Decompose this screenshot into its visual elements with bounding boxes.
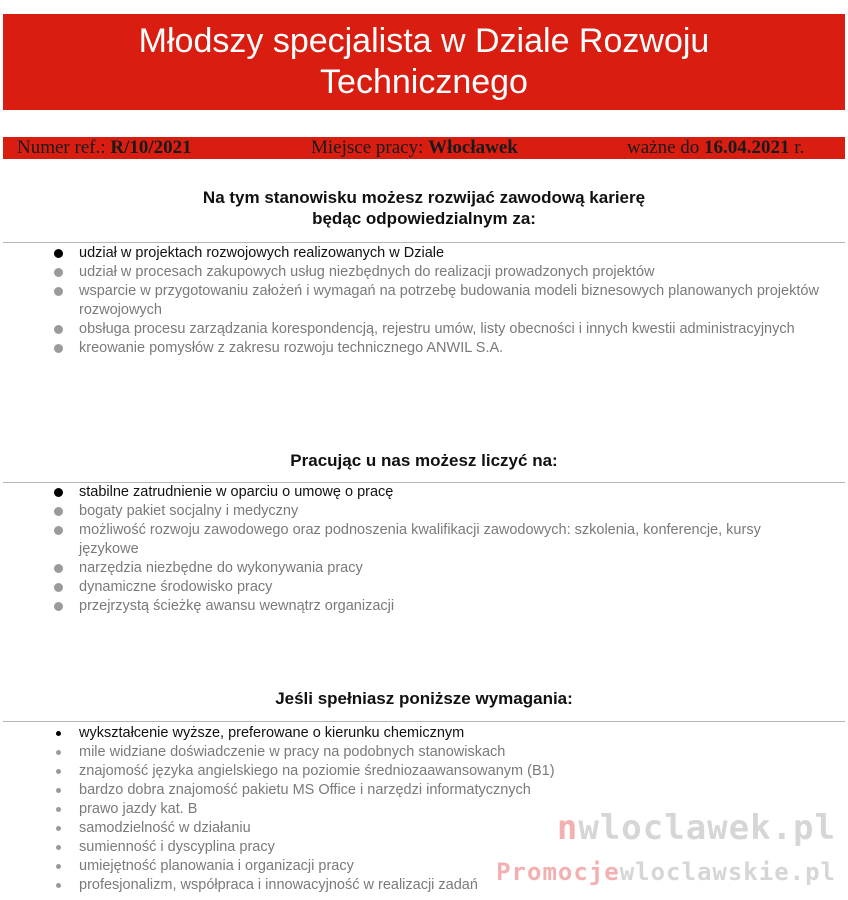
list-item: stabilne zatrudnienie w oparciu o umowę o pracę [0, 483, 819, 502]
valid-until: ważne do 16.04.2021 r. [627, 137, 805, 158]
benefits-heading: Pracując u nas możesz liczyć na: [290, 451, 558, 470]
job-title-banner [3, 14, 845, 110]
responsibilities-heading: Na tym stanowisku możesz rozwijać zawodową karierę będąc odpowiedzialnym za: [202, 188, 646, 228]
divider [3, 721, 845, 722]
reference-number: Numer ref.: R/10/2021 [17, 137, 192, 158]
list-item: obsługa procesu zarządzania korespondencją, rejestru umów, listy obecności i innych kwestii administracyjnych [0, 320, 819, 339]
watermark-wloclawek: nwloclawek.pl [556, 808, 836, 848]
reference-bar [3, 137, 845, 159]
list-item: kreowanie pomysłów z zakresu rozwoju technicznego ANWIL S.A. [0, 339, 819, 358]
list-item: bogaty pakiet socjalny i medyczny [0, 502, 819, 521]
watermark-promocje: Promocjewloclawskie.pl [496, 858, 836, 886]
list-item: bardzo dobra znajomość pakietu MS Office i narzędzi informatycznych [0, 781, 819, 800]
divider [3, 242, 845, 243]
list-item: profesjonalizm, współpraca i innowacyjność w realizacji zadań [0, 876, 819, 895]
list-item: prawo jazdy kat. B [0, 800, 819, 819]
list-item: narzędzia niezbędne do wykonywania pracy [0, 559, 819, 578]
list-item: sumienność i dyscyplina pracy [0, 838, 819, 857]
list-item: wykształcenie wyższe, preferowane o kierunku chemicznym [0, 724, 819, 743]
list-item: udział w procesach zakupowych usług niezbędnych do realizacji prowadzonych projektów [0, 263, 819, 282]
list-item: mile widziane doświadczenie w pracy na podobnych stanowiskach [0, 743, 819, 762]
list-item: udział w projektach rozwojowych realizowanych w Dziale [0, 244, 819, 263]
job-title-line-2: Technicznego [320, 63, 528, 101]
list-item: przejrzystą ścieżkę awansu wewnątrz organizacji [0, 597, 819, 616]
benefits-list [0, 483, 819, 616]
list-item: dynamiczne środowisko pracy [0, 578, 819, 597]
responsibilities-list [0, 244, 819, 358]
list-item: samodzielność w działaniu [0, 819, 819, 838]
list-item: wsparcie w przygotowaniu założeń i wymagań na potrzebę budowania modeli biznesowych planowanych projektów rozwojowych [0, 282, 819, 320]
list-item: znajomość języka angielskiego na poziomie średniozaawansowanym (B1) [0, 762, 819, 781]
job-title-line-1: Młodszy specjalista w Dziale Rozwoju [138, 22, 710, 60]
requirements-heading: Jeśli spełniasz poniższe wymagania: [275, 689, 573, 708]
work-location: Miejsce pracy: Włocławek [311, 137, 518, 158]
list-item: umiejętność planowania i organizacji pracy [0, 857, 819, 876]
list-item: możliwość rozwoju zawodowego oraz podnoszenia kwalifikacji zawodowych: szkolenia, konferencje, kursy językowe [0, 521, 819, 559]
